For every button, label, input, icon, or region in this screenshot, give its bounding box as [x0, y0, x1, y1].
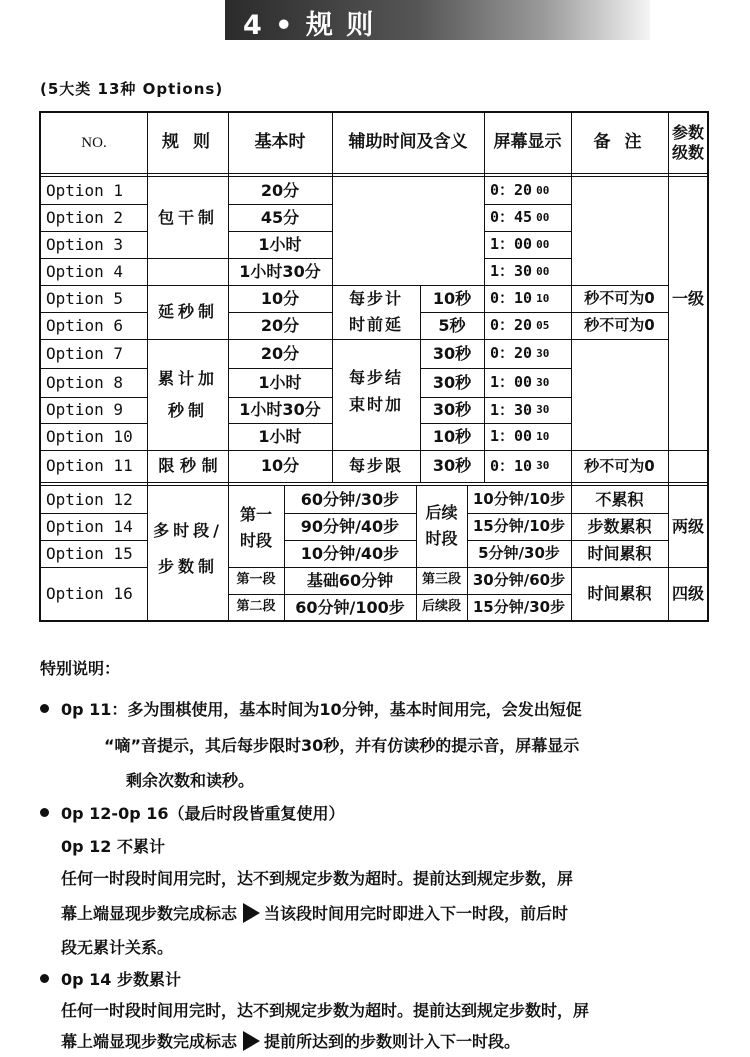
level-one: 一级 [671, 288, 704, 308]
table-rule [39, 485, 709, 486]
header-base-time: 基本时 [254, 132, 306, 153]
table-rule [484, 285, 571, 286]
table-rule [39, 231, 148, 232]
header-display: 屏幕显示 [493, 132, 562, 153]
table-rule [467, 513, 668, 514]
table-rule [571, 450, 668, 451]
option-label: Option 15 [46, 543, 133, 563]
note-op12-16: 0p 12-0p 16（最后时段皆重复使用） [40, 801, 345, 824]
table-rule [228, 258, 332, 259]
display-value: 1：30 30 [490, 400, 550, 419]
aux-seconds: 5秒 [438, 315, 466, 335]
table-rule [147, 339, 229, 340]
follow-stage-value: 5分钟/30步 [478, 544, 560, 563]
multi-remark: 步数累积 [587, 516, 652, 536]
table-rule [147, 258, 229, 259]
display-value: 0：20 05 [490, 316, 550, 335]
base-time: 1小时30分 [239, 400, 321, 419]
step-complete-marker-icon [243, 903, 260, 923]
table-rule [571, 285, 668, 286]
table-rule [332, 450, 484, 451]
first-stage-value: 90分钟/40步 [300, 516, 400, 536]
table-rule [484, 258, 571, 259]
notes-title: 特别说明： [40, 659, 121, 678]
segment-value: 基础60分钟 [306, 570, 394, 590]
table-rule [484, 231, 571, 232]
table-rule [571, 312, 668, 313]
table-rule [39, 258, 148, 259]
table-rule [571, 339, 668, 340]
table-rule [147, 285, 229, 286]
table-rule [39, 339, 148, 340]
segment-label: 后续段 [421, 599, 461, 615]
segment-label: 第二段 [236, 599, 276, 615]
table-rule [228, 368, 332, 369]
table-rule [420, 312, 484, 313]
follow-stage-value: 15分钟/10步 [472, 517, 566, 536]
display-value: 0：20 00 [490, 181, 550, 200]
display-value: 1：00 10 [490, 427, 550, 446]
table-rule [228, 312, 332, 313]
aux-seconds: 30秒 [432, 456, 472, 475]
table-rule [467, 485, 468, 621]
table-rule [39, 173, 709, 174]
option-label: Option 16 [46, 584, 133, 603]
table-rule [332, 339, 484, 340]
table-rule [228, 594, 571, 595]
note-op14-line2: 幕上端显现步数完成标志 提前所达到的步数则计入下一时段。 [61, 1032, 521, 1051]
bullet-icon [40, 808, 49, 817]
base-time: 10分 [260, 288, 300, 308]
rule-accumulate-line2: 秒制 [167, 401, 208, 420]
segment-value: 15分钟/30步 [472, 598, 566, 617]
first-stage-label: 第一 [239, 505, 272, 524]
table-rule [228, 423, 332, 424]
table-rule [39, 397, 148, 398]
table-rule [484, 312, 571, 313]
base-time: 1小时 [258, 234, 302, 254]
base-time: 20分 [260, 343, 300, 363]
table-rule [39, 368, 148, 369]
option-label: Option 7 [46, 343, 124, 363]
table-rule [668, 111, 669, 622]
note-op12-line3: 段无累计关系。 [61, 938, 174, 957]
segment-value: 60分钟/100步 [295, 597, 405, 617]
table-rule [484, 423, 571, 424]
table-rule [484, 339, 571, 340]
follow-stage-label: 后续 [425, 503, 458, 522]
segment-label: 第三段 [421, 572, 461, 588]
header-level: 参数级数 [671, 123, 704, 162]
table-rule [228, 450, 332, 451]
base-time: 10分 [260, 456, 300, 475]
table-rule [228, 204, 332, 205]
table-rule [668, 450, 708, 451]
note-op12-title: 0p 12 不累计 [61, 837, 165, 856]
table-rule [416, 485, 417, 621]
table-border [707, 111, 709, 622]
option-label: Option 5 [46, 288, 124, 308]
table-rule [284, 485, 285, 567]
table-rule [484, 368, 571, 369]
rule-limit-sec: 限 秒 制 [158, 456, 218, 475]
base-time: 20分 [260, 315, 300, 335]
table-rule [332, 111, 333, 483]
aux-seconds: 30秒 [432, 343, 472, 363]
level-two: 两级 [671, 516, 704, 536]
display-value: 0：45 00 [490, 208, 550, 227]
section-title: 4 • 规 则 [243, 10, 376, 41]
aux-seconds: 30秒 [432, 400, 472, 419]
note-op12-line1: 任何一时段时间用完时，达不到规定步数为超时。提前达到规定步数，屏 [61, 869, 574, 888]
table-rule [228, 397, 332, 398]
base-time: 1小时 [258, 426, 302, 446]
option-label: Option 3 [46, 234, 124, 254]
table-rule [228, 567, 708, 568]
table-rule [484, 204, 571, 205]
table-rule [39, 423, 148, 424]
display-value: 1：30 00 [490, 262, 550, 281]
follow-stage-value: 10分钟/10步 [472, 490, 566, 509]
option-label: Option 14 [46, 516, 133, 536]
table-rule [484, 111, 485, 483]
aux-label: 时前延 [348, 315, 403, 334]
table-rule [467, 540, 668, 541]
multi-remark: 不累积 [595, 489, 644, 509]
table-rule [39, 567, 148, 568]
aux-seconds: 30秒 [432, 372, 472, 392]
rule-delay-sec: 延秒制 [157, 302, 218, 321]
table-rule [484, 397, 571, 398]
segment-value: 30分钟/60步 [472, 571, 566, 590]
aux-label: 每步计 [348, 289, 403, 308]
remark: 秒不可为0 [584, 456, 655, 475]
table-rule [39, 204, 148, 205]
subtitle: (5大类 13种 Options) [40, 80, 224, 98]
level-four: 四级 [671, 584, 704, 603]
table-rule [228, 111, 229, 622]
header-rule: 规 则 [162, 132, 214, 153]
option-label: Option 4 [46, 261, 124, 281]
aux-label: 束时加 [348, 395, 403, 414]
note-op11-line1: 0p 11：多为围棋使用，基本时间为10分钟，基本时间用完，会发出短促 [40, 697, 582, 720]
table-rule [39, 482, 709, 483]
note-op14-title: 0p 14 步数累计 [40, 967, 181, 990]
display-value: 0：20 30 [490, 344, 550, 363]
option-label: Option 11 [46, 456, 133, 475]
option-label: Option 6 [46, 315, 124, 335]
note-op14-line1: 任何一时段时间用完时，达不到规定步数为超时。提前达到规定步数时，屏 [61, 1001, 590, 1020]
rule-multi-line2: 步数制 [157, 557, 218, 576]
note-op11-line2: “嘀”音提示，其后每步限时30秒，并有仿读秒的提示音，屏幕显示 [104, 736, 580, 755]
table-rule [39, 312, 148, 313]
table-rule [39, 540, 148, 541]
option-label: Option 9 [46, 400, 124, 419]
table-rule [332, 285, 484, 286]
table-rule [484, 450, 571, 451]
base-time: 20分 [260, 180, 300, 200]
step-complete-marker-icon [243, 1031, 260, 1051]
option-label: Option 10 [46, 426, 133, 446]
table-rule [571, 111, 572, 622]
display-value: 0：10 10 [490, 289, 550, 308]
base-time: 1小时30分 [239, 261, 321, 281]
table-rule [228, 285, 332, 286]
base-time: 45分 [260, 207, 300, 227]
remark: 秒不可为0 [584, 289, 655, 308]
table-rule [147, 450, 229, 451]
table-rule [420, 285, 421, 483]
header-remark: 备 注 [593, 132, 646, 153]
aux-label: 每步结 [348, 368, 403, 387]
option-label: Option 2 [46, 207, 124, 227]
remark: 秒不可为0 [584, 316, 655, 335]
table-rule [284, 513, 416, 514]
option-label: Option 8 [46, 372, 124, 392]
rule-accumulate-line1: 累计加 [157, 369, 218, 388]
option-label: Option 12 [46, 489, 133, 509]
rule-baogan: 包干制 [157, 207, 218, 227]
table-border [39, 111, 41, 622]
table-rule [39, 450, 148, 451]
multi-remark: 时间累积 [587, 584, 652, 603]
first-stage-label: 时段 [239, 531, 272, 550]
note-op12-line2: 幕上端显现步数完成标志 当该段时间用完时即进入下一时段，前后时 [61, 904, 569, 923]
multi-remark: 时间累积 [587, 543, 652, 563]
option-label: Option 1 [46, 180, 124, 200]
segment-label: 第一段 [236, 572, 276, 588]
note-op11-line3: 剩余次数和读秒。 [126, 771, 255, 790]
table-rule [420, 423, 484, 424]
table-rule [39, 513, 148, 514]
header-aux-time: 辅助时间及含义 [348, 132, 468, 153]
first-stage-value: 10分钟/40步 [300, 543, 400, 563]
table-rule [420, 368, 484, 369]
display-value: 0：10 30 [490, 456, 550, 475]
display-value: 1：00 30 [490, 373, 550, 392]
table-rule [284, 540, 416, 541]
table-rule [39, 285, 148, 286]
bullet-icon [40, 974, 49, 983]
aux-seconds: 10秒 [432, 288, 472, 308]
table-rule [228, 339, 332, 340]
bullet-icon [40, 704, 49, 713]
first-stage-value: 60分钟/30步 [300, 489, 400, 509]
aux-label: 每步限 [348, 456, 403, 475]
follow-stage-label: 时段 [425, 529, 458, 548]
rule-multi-line1: 多时段/ [153, 521, 223, 540]
table-border [39, 620, 709, 622]
table-rule [147, 111, 148, 622]
table-border [39, 111, 709, 113]
table-rule [420, 397, 484, 398]
aux-seconds: 10秒 [432, 426, 472, 446]
table-rule [39, 176, 709, 177]
base-time: 1小时 [258, 372, 302, 392]
table-rule [228, 231, 332, 232]
header-no: NO. [81, 134, 107, 151]
display-value: 1：00 00 [490, 235, 550, 254]
